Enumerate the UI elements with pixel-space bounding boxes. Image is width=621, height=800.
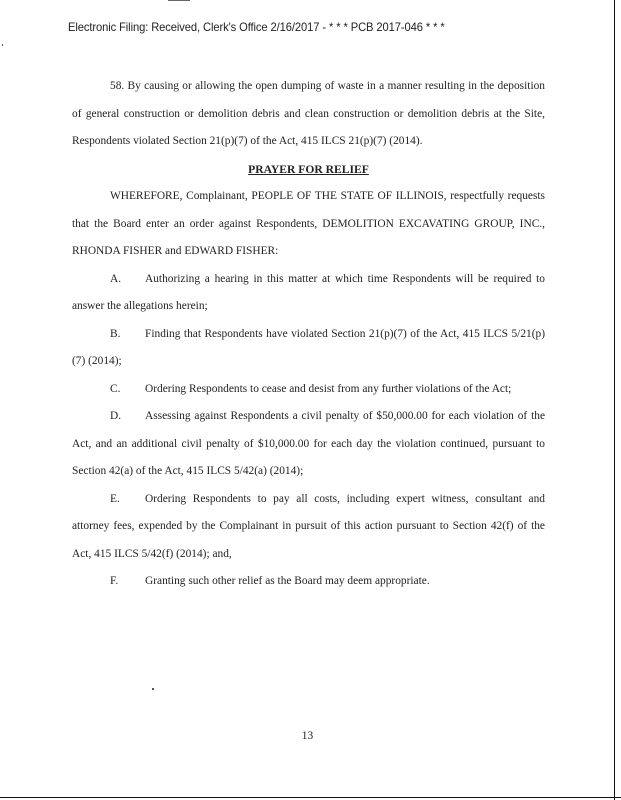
relief-marker-b: B. [110, 327, 121, 340]
document-body [72, 73, 545, 596]
relief-text-c: Ordering Respondents to cease and desist from any further violations of the Act; [145, 382, 512, 395]
page-number: 13 [301, 730, 314, 742]
paragraph-58 [72, 73, 545, 156]
relief-marker-c: C. [110, 382, 121, 395]
relief-text-a: Authorizing a hearing in this matter at which time Respondents will be required to answer the allegations herein; [72, 272, 545, 312]
scan-artifact-top [168, 0, 190, 1]
relief-text-b: Finding that Respondents have violated Section 21(p)(7) of the Act, 415 ILCS 5/21(p)(7) (2014); [72, 327, 545, 367]
relief-marker-f: F. [110, 575, 119, 587]
scan-edge-bottom [0, 797, 621, 798]
relief-item-c [72, 376, 545, 404]
scan-speck [152, 688, 154, 690]
relief-item-a [72, 266, 545, 321]
relief-text-d: Assessing against Respondents a civil penalty of $50,000.00 for each violation of the Act, and an additional civil penalty of $10,000.00 for each day the violation continued, pursuant to Section 42(a) of the Act, 415 ILCS 5/42(a) (2014); [72, 410, 545, 477]
relief-item-f [72, 568, 545, 596]
section-heading: PRAYER FOR RELIEF [248, 162, 369, 176]
relief-marker-d: D. [110, 410, 122, 422]
relief-text-f: Granting such other relief as the Board may deem appropriate. [145, 575, 430, 587]
relief-item-d [72, 403, 545, 486]
scan-speck-left [2, 44, 3, 46]
relief-text-e: Ordering Respondents to pay all costs, including expert witness, consultant and attorney fees, expended by the Complainant in pursuit of this action pursuant to Section 42(f) of the Act, 415 ILCS 5/42(f) (2014); and, [72, 492, 545, 560]
relief-item-e [72, 486, 545, 569]
relief-marker-a: A. [110, 272, 122, 285]
scan-edge-right [614, 0, 615, 800]
paragraph-58-text: 58. By causing or allowing the open dumping of waste in a manner resulting in the deposition of general construction or demolition debris and clean construction or demolition debris at the Site, Respondents violated Section 21(p)(7) of the Act, 415 ILCS 21(p)(7) (2014). [72, 80, 545, 147]
relief-item-b [72, 321, 545, 376]
filing-header: Electronic Filing: Received, Clerk's Office 2/16/2017 - * * * PCB 2017-046 * * * [68, 20, 445, 34]
wherefore-paragraph: WHEREFORE, Complainant, PEOPLE OF THE STATE OF ILLINOIS, respectfully requests that the Board enter an order against Respondents, DEMOLITION EXCAVATING GROUP, INC., RHONDA FISHER and EDWARD FISHER: [72, 190, 545, 257]
relief-marker-e: E. [110, 492, 120, 505]
